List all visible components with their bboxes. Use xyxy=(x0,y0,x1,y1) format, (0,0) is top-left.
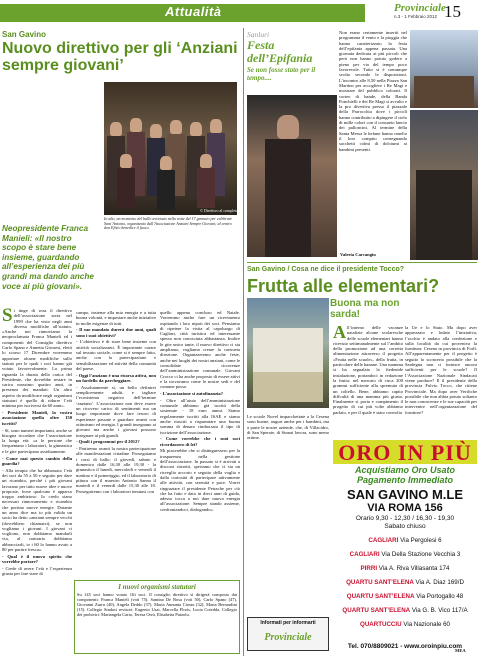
question: - L’associazione si autofinanzia? xyxy=(160,390,223,396)
paragraph: - Sì, sono numeri importanti, anche se bisogna ricordare che l’associazione la lunga età: «a le persone che frequentano i laboratori, la ginnastica e le gite partecipano assiduamente. xyxy=(2,427,72,454)
question: - Il suo mandato durerà due anni, quali sono i suoi obiettivi? xyxy=(76,327,156,338)
article-title: Festa dell’Epifania xyxy=(247,38,313,65)
paragraph: - Assolutamente sì, un bello definirei semplicemente adulti, e tagliare l’ecosistema negativo dell’termine ‘anziano’. L’associazione non deve essere un ricovero carico di sentimenti ma un luogo importante dove fare tesoro di esperienze passate e guardare avanti con ottimismo ed energia. I grandi insegnano ai giovani ma anche i giovani possono insegnare ai più grandi. xyxy=(76,384,156,438)
article-kicker: Sanluri xyxy=(247,30,270,39)
fruit-box-photo xyxy=(247,298,329,408)
info-line: Informati per informarti xyxy=(260,620,316,626)
ad-address: VIA ROMA 156 xyxy=(367,502,443,514)
ad-city: SAN GAVINO M.LE xyxy=(346,487,464,502)
paragraph: - Alla terapia che ha abbassato l’età dei soci da 55 a 50 e seguito per dare un ricambio, perché i più giovani lavorano per tutto nuove idee e nuove proposte, forse qualcuno è apparso troppo ambizioso. Io credo siano necessari rinnovamento e ricambio che portino nuove energie. Durante un anno dice ma io più valida un socio ha detto «anziani sempre vecchi (dovrebbero chiamarsi), se non vogliamo i giovani. I giovani ci vogliono, non dobbiamo mandarli via, al contrario dobbiamo abbracciarli, io i 60 lo hanno avuto a 80 per partire fresca». xyxy=(2,467,72,553)
article-column-1 xyxy=(2,305,72,578)
page-number: 15 xyxy=(444,2,461,21)
author: MEA xyxy=(455,648,466,653)
section-divider xyxy=(247,262,477,263)
article-text xyxy=(247,414,329,442)
article-kicker: San Gavino / Cosa ne dice il presidente Tocco? xyxy=(247,266,405,273)
ad-line: Pagamento Immediato xyxy=(356,475,454,485)
question: - Come mai questo cambio della guardia? xyxy=(2,455,72,466)
band-photo xyxy=(410,110,478,260)
question: - Quali i programmi per il 2012? xyxy=(76,439,140,445)
info-brand: Provinciale xyxy=(264,632,312,643)
article-text xyxy=(405,325,477,417)
ad-contact: Tel. 070/8809021 - www.oroinpiu.com xyxy=(347,643,463,650)
article-column-3 xyxy=(160,310,240,513)
issue-date: n.3 - 1 Febbraio 2012 xyxy=(394,14,438,19)
paragraph: Mi piacerebbe che si distinguessero per la trasparenza nella gestione dell’associazione. In passato si è arrivati a discorsi ristretti, speriamo che ci sia un risveglio accorto e seguito della voglia e dalla curiosità di partecipare attivamente alle attività, con serenità e pace. Vorrei ringraziare il presidente Petrache per ciò che ha fatto e dato in dieci anni di guida, adesso tocca a noi dare nuova energia all’associazione. Sempre stando assieme, confrontandoci, dialogando». xyxy=(160,448,240,512)
paragraph: campo, insieme alla mia energia e a tutta buona volontà, e impostare anche iniziative in molte esigenze di tutti. xyxy=(76,310,156,326)
statutari-box xyxy=(74,580,240,654)
article-kicker: San Gavino xyxy=(2,30,47,39)
ad-branch: QUARTUCCIU Via Nazionale 60 xyxy=(360,621,450,628)
pull-quote: Neopresidente Franca Manieli: «Il nostro scopo è stare bene insieme, guardando all’esperienza dei più grandi ma dando anche voce ai più giovani». xyxy=(2,224,94,291)
ad-saturday: Sabato chiuso xyxy=(384,523,426,530)
ad-branch: CAGLIARI Via Della Stazione Vecchia 3 xyxy=(349,551,461,558)
dropcap: S xyxy=(2,305,13,326)
article-title: Nuovo direttivo per gli ‘Anziani sempre giovani’ xyxy=(2,40,238,74)
paragraph: i tinge di rosa il direttivo dell’associazione sorta nel 1999 che ha visto negli anni diversa modifiche all’statuto. «Anche noi rinnoviamo la neoproclamata Franca Manieli ed i componenti del Consiglio direttivo Carlo Spano e Annetta Girosesi, eletti lo scorso 17 Dicembre vorremmo apportare alcune modifiche sullo statuto per le quali i soci hanno già votato favorevolmente. La prima riguarda la durata della carica del Presidente, che dovrebbe restare in carica massimo quattro anni, in presenza dei mandati. Un altro aspetto da modificare negli organismi statutari è quello di ridurre l’età minima per iscriversi da 60 anni». xyxy=(2,308,72,409)
paragraph: Non erano certamente inseriti nel programma il vento e la pioggia che hanno caratterizzato la festa dell’epifania appena passata. Una giornata dedicata ai più piccoli che però non hanno potuto godere a pieno per via del tempo poco favorevole. Tutto si è comunque svolto secondo le disposizioni. L’incontro alle 8,50 nella Piazza San Martino per accogliere i Re Magi e mostrare del pubblico colorati. Il corteo di bande, della Banda Ponchielli e dei Re Magi si avvalio e la pro divertiva presso il piazzale della Parrocchia dove i piccoli hanno contribuito a dipingere il cielo di mille colori con il consueto lancio dei palloncini. Al termine della Santa Messa le befane hanno omelio il loro compito consegnando sacchetti colmi di dolciumi ai bambini presenti. xyxy=(339,30,407,152)
question: - Come vorrebbe che i suoi soci ricordassero di lei? xyxy=(160,436,240,447)
ad-line: Acquistiamo Oro Usato xyxy=(354,465,455,475)
ad-branch: CAGLIARI Via Pergolesi 6 xyxy=(368,537,442,544)
paragraph: - Partiremo avanti la nostra partecipazione alle manifestazioni cittadine. Proseguiamo i corsi di ballo: il giovedì, sabato e domenica dalle 16,30 alle 19,30 - la ginnastica il lunedì, mercoledì e venerdì il mattino e il pomeriggio, ed il laboratorio di pittura con il maestro Antonio Sanna il martedì e il venerdì dalle 15,30 alle 18. Proseguiremo con i laboratori tenutasi con xyxy=(76,446,156,494)
paragraph: - Oltre all’aiuto dell’amministrazione comunale abbiamo già iscritti della sostenute - 18 euro annui. Siamo regolarmente iscritti alla ISAE e siamo anche riusciti a risparmiare una buona somma di denaro rimborsata il tipo di iscrizione dell’associazione. xyxy=(160,397,240,435)
paragraph: - L’obiettivo è di stare bene insieme con attività socializzanti. È importante curare sul tessuto sociale, come si è sempre fatto, anche con la partecipazione e sensibilizzazione ed attività della comunità del paese. xyxy=(76,339,156,371)
column-divider xyxy=(243,28,244,656)
paragraph: ll’interno delle vacanze natalizie alcune scolaresche delle scuole elementari hanno ricevuto settimanalmente sul l’ambito della promozione ad una corretta alimentazione attraverso il progetto «Frutta nelle scuole», della frutta, in particolare delle banane. Una mamma si ha segnalato la fiedenide instalazione, portandoci in redazione la frutta: nel mercato di circa 200 grammi sufficiente alla spremuta di un coltello. Bene, abbiamo capito diffcultà di una mamma più giusta. Finalmente si porta e compimento il progetto di cui più volte abbiamo parlato, e per il quale è stato convolta xyxy=(333,325,403,415)
box-text: Su 145 soci hanno votato 1lfi soci. Il consiglio direttivo sì dirigerà composto dai componenti: Franca Manieli (voti 75), Santina De Rosa (voti 50), Carlo Spano (47), Giovanni Zurru (40), Angela Deddo (37), Maria Annunta Cireau (32), Maria Bernardini (15). Collegio Sindaci revisori: Eugenio Usai, Marcella Floris, Lucia Cotedda. Collegio dei probiviri: Mariangela Carta, Teresa Orrù, Elisabetta Putzolu. xyxy=(77,592,237,617)
article-column-2 xyxy=(76,310,156,495)
question: - Oggi l’anziano è una risorsa attiva, non un fardello da parcheggiare. xyxy=(76,372,156,384)
ad-branch: PIRRI Via A. Riva Villasanta 174 xyxy=(360,565,450,572)
ad-branch: QUARTU SANT’ELENA Via Portogallo 48 xyxy=(346,593,464,600)
article-text xyxy=(339,30,407,153)
photo-credit: © Direttivo al completo xyxy=(200,208,239,213)
article-subtitle: Buona ma non sarda! xyxy=(330,298,400,320)
masthead-logo: Provinciale xyxy=(394,2,446,14)
ad-branch: QUARTU SANT’ELENA Via G. B. Vico 117/A xyxy=(342,607,468,614)
ad-title: ORO IN PIÙ xyxy=(338,440,472,465)
author: Valeria Carcangiu xyxy=(340,252,376,257)
question: - Qual è il nuovo spirito che vorrebbe portare? xyxy=(2,553,72,565)
paragraph: quello appena concluso ed Natale. Vorremmo anche fare un ricevimento ospitando i loro nipoti dei soci. Pensiamo di ripetere la visita al capoluogo di Cagliari, città turistica ed interessante spesso non conosciuta abbastanza. Inoltre le gite unico tante, il nuovo direttivo ci sta ampliamo, vogliamo creare la consueta direzione. Organizzeremo anche feste, anche nei luoghi dei nostri anziani, come le consolidate ricorrenze dell’amministrazione comunale. Giovani Crocco ci ha anche proposto di essere attivi e la trovavamo come le nostre sedi e del comune posso. xyxy=(160,310,240,390)
befana-photo xyxy=(247,95,337,257)
article-text xyxy=(333,322,403,417)
photo-caption: In alto, un momento del ballo avvenuto nella notte del 17 gennaio per celebrare Sant’Antonio, organizzato dall’Associazione Anziani Sempre Giovani; al centro don Efisio benedice il fuoco. xyxy=(104,216,233,231)
paragraph: la Ue e lo Stato. Ma dopo aver apprezzato e lodato l’iniziativa, l’occhio è andato alla confezione e sulla località da cui proveniva la fornitura: Cesena in provincia di Forlì. All’apparentamente per il progetto è seguito lo sconcerto possibile che la Sardegna non ci fornisce ancora sufficienti per le scuole? Il l’Associazione Nazionale Sindacati viene produce? Il il presidente della provincia Fulvio Tocco, che ritiene Provinciale. Ma dopo aver Verifiche possibile che non abbia potuto soltanto le non conoscenze e le sue capacità per intervenire nell’organizzazione del fornitore? xyxy=(405,325,477,415)
article-title: Frutta alle elementari? xyxy=(247,276,440,296)
paragraph: Le scuole Nuvel impacchettate a la Cesena sono buone, auguri anche per i bambini, ma a parte le nostre aziende, che, di Villacidro, di San Sperate, di Sinnai lavora, sono meno ottime. xyxy=(247,414,329,441)
section-title: Attualità xyxy=(165,4,222,19)
ad-hours: Orario 9,30 - 12,30 / 16,30 - 19,30 xyxy=(355,515,455,522)
box-title: I nuovi organismi statutari xyxy=(118,583,196,591)
ad-branch: QUARTU SANT’ELENA Via A. Diaz 169/D xyxy=(346,579,464,586)
article-subtitle: Se non fosse stato per il tempo.... xyxy=(247,66,316,82)
parade-photo xyxy=(410,30,478,108)
group-photo xyxy=(104,82,237,215)
paragraph: - Crede di avere l’età e l’esperienza giusta per fare stare di xyxy=(2,565,72,577)
dropcap: A xyxy=(333,322,346,342)
question: - Presidente Manieli, la vostra associazione quella oltre 150 iscritti? xyxy=(2,410,72,426)
